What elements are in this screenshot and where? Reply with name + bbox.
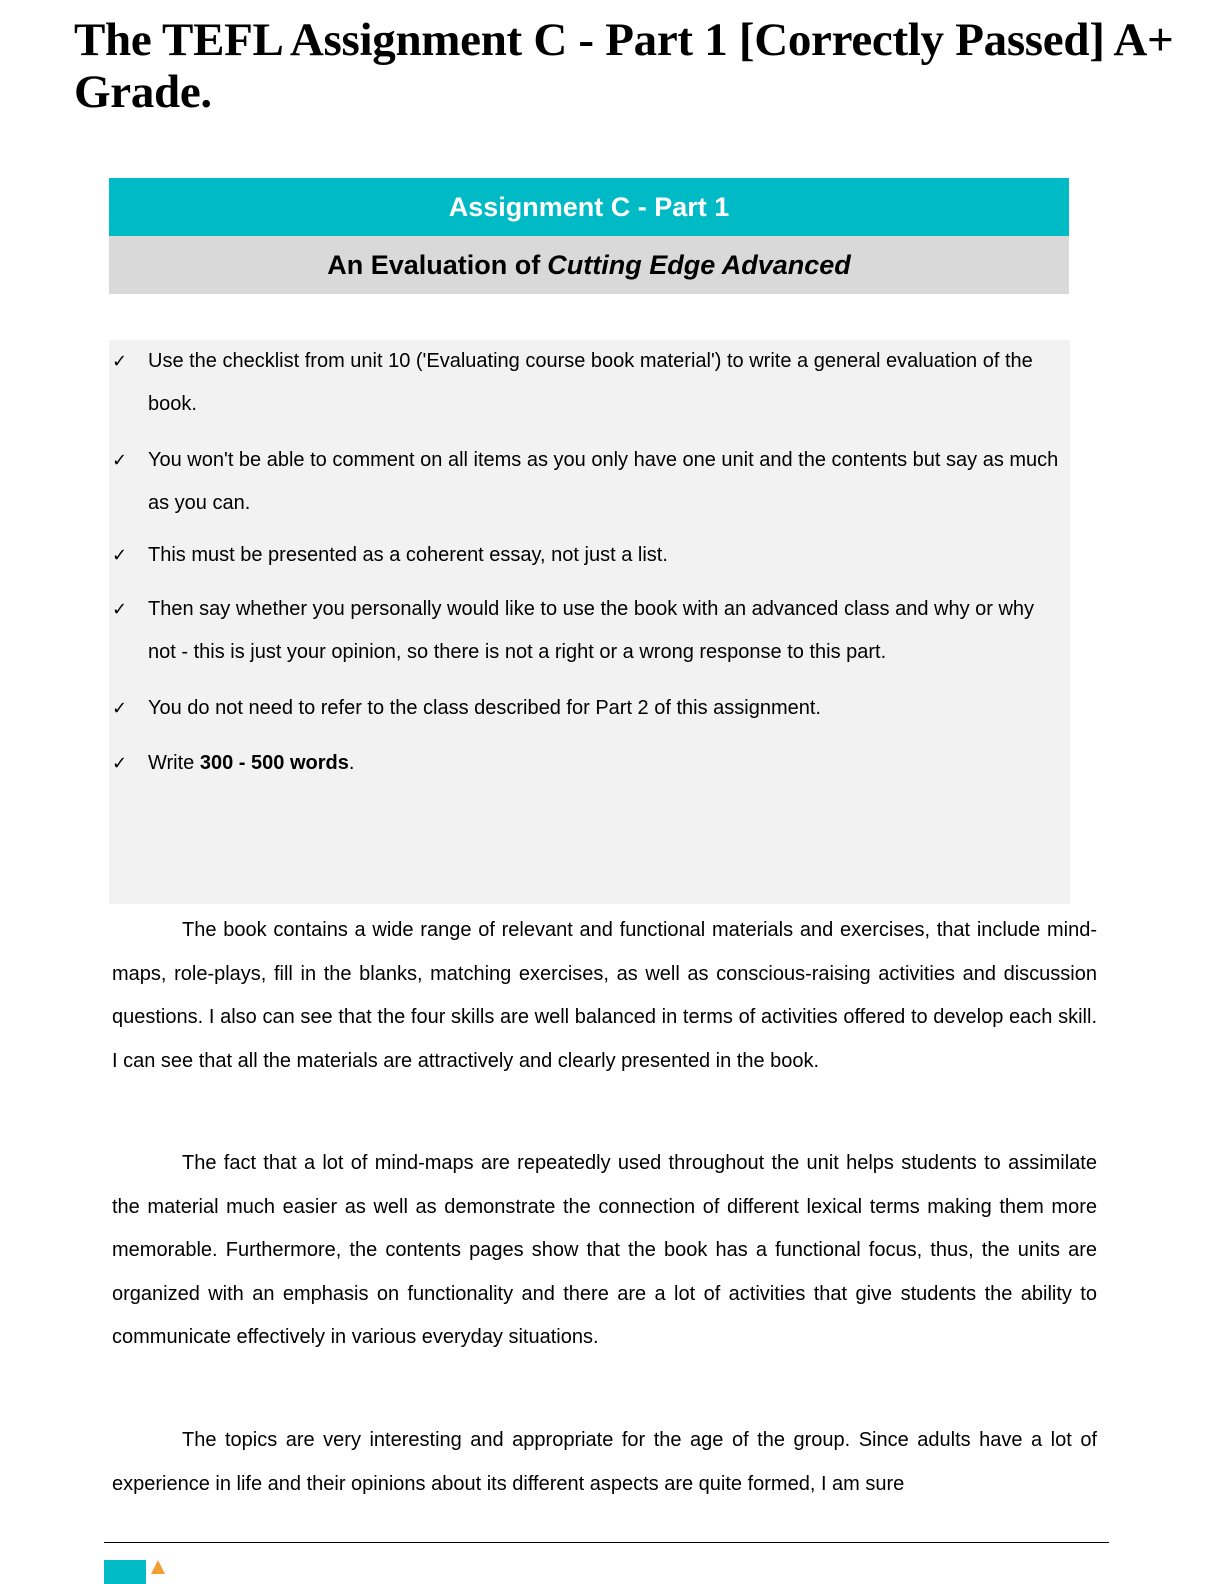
essay-paragraph bbox=[112, 1419, 1097, 1506]
check-mark-icon: ✓ bbox=[112, 450, 128, 471]
logo-triangle-shape bbox=[151, 1560, 165, 1574]
essay-paragraph-text: The book contains a wide range of relevant and functional materials and exercises, that include mind-maps, role-plays, fill in the blanks, matching exercises, as well as conscious-raising activities and discussion questions. I also can see that the four skills are well balanced in terms of activities offered to develop each skill. I can see that all the materials are attractively and clearly presented in the book. bbox=[112, 919, 1097, 1072]
footer-logo bbox=[104, 1560, 164, 1584]
document-title: The TEFL Assignment C - Part 1 [Correctly Passed] A+ Grade. bbox=[74, 14, 1174, 118]
essay-paragraph-text: The fact that a lot of mind-maps are repeatedly used throughout the unit helps students to assimilate the material much easier as well as demonstrate the connection of different lexical terms making them more memorable. Furthermore, the contents pages show that the book has a functional focus, thus, the units are organized with an emphasis on functionality and there are a lot of activities that give students the ability to communicate effectively in various everyday situations. bbox=[112, 1152, 1097, 1348]
checklist-item-text bbox=[109, 742, 1070, 785]
check-mark-icon: ✓ bbox=[112, 599, 128, 620]
subtitle-prefix: An Evaluation of bbox=[327, 249, 541, 280]
word-count-range: 300 - 500 words bbox=[199, 752, 349, 774]
essay-paragraph bbox=[112, 909, 1097, 1083]
logo-square-shape bbox=[104, 1560, 146, 1584]
check-mark-icon: ✓ bbox=[112, 545, 128, 566]
book-title: Cutting Edge Advanced bbox=[547, 249, 851, 280]
checklist-item-text: You do not need to refer to the class described for Part 2 of this assignment. bbox=[148, 697, 821, 719]
essay-paragraph-text: The topics are very interesting and appropriate for the age of the group. Since adults have a lot of experience in life and their opinions about its different aspects are quite formed, I am sure bbox=[112, 1429, 1097, 1495]
checklist-item bbox=[109, 439, 1070, 525]
checklist-item bbox=[109, 340, 1070, 426]
assignment-banner-heading: Assignment C - Part 1 bbox=[109, 178, 1069, 236]
checklist-item-text: You won't be able to comment on all items as you only have one unit and the contents but say as much as you can. bbox=[148, 449, 1059, 514]
word-count-suffix: . bbox=[348, 752, 355, 774]
checklist-item-text: Use the checklist from unit 10 ('Evaluating course book material') to write a general evaluation of the book. bbox=[148, 350, 1033, 415]
checklist-item bbox=[109, 687, 1070, 730]
checklist-item bbox=[109, 534, 1070, 577]
check-mark-icon: ✓ bbox=[112, 698, 128, 719]
footer-divider bbox=[104, 1542, 1109, 1543]
assignment-checklist bbox=[109, 340, 1070, 904]
check-mark-icon: ✓ bbox=[112, 753, 128, 774]
checklist-item-text: This must be presented as a coherent essay, not just a list. bbox=[148, 544, 668, 566]
checklist-item bbox=[109, 742, 1070, 785]
word-count-prefix: Write bbox=[148, 752, 195, 774]
check-mark-icon: ✓ bbox=[112, 351, 128, 372]
checklist-item-text: Then say whether you personally would like to use the book with an advanced class and why or why not - this is just your opinion, so there is not a right or a wrong response to this part. bbox=[148, 598, 1035, 663]
essay-paragraph bbox=[112, 1142, 1097, 1360]
assignment-banner-subtitle bbox=[109, 236, 1069, 294]
checklist-item bbox=[109, 588, 1070, 674]
